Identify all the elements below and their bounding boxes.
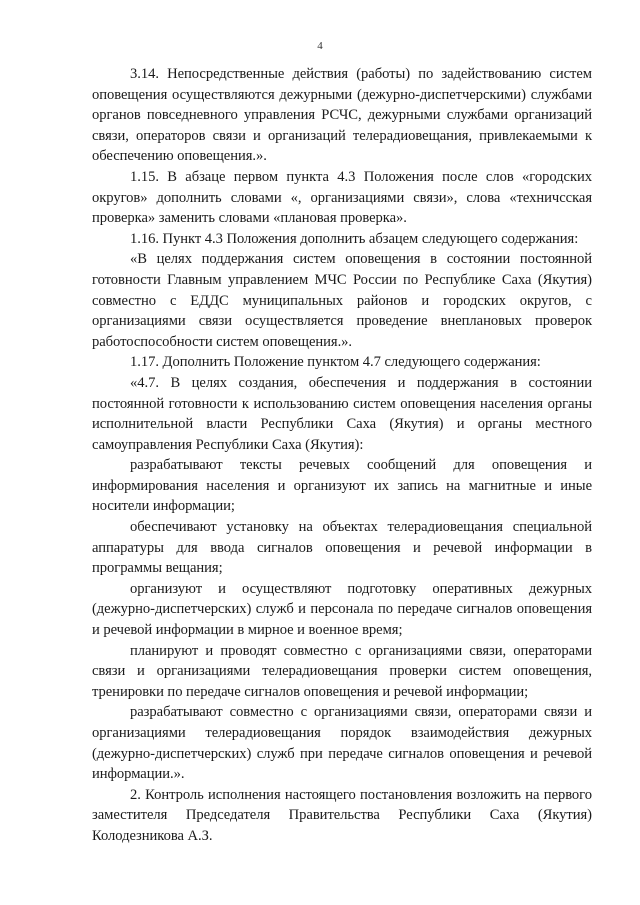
paragraph-4-7-item-texts: разрабатывают тексты речевых сообщений для оповещения и информирования населения и организуют их запись на магнитные и иные носители информации; <box>92 457 592 515</box>
paragraph-4-7-item-interaction: разрабатывают совместно с организациями связи, операторами связи и организациями телерадиовещания порядок взаимодействия дежурных (дежурно-диспетчерских) служб при передаче сигналов оповещения и речевой информации.». <box>92 704 592 783</box>
paragraph-4-7: «4.7. В целях создания, обеспечения и поддержания в состоянии постоянной готовности к использованию систем оповещения населения органы исполнительной власти Республики Саха (Якутия) и органы местного самоуправления Республики Саха (Якутия): <box>92 374 592 453</box>
paragraph-2-control: 2. Контроль исполнения настоящего постановления возложить на первого заместителя Председателя Правительства Республики Саха (Якутия) Колодезникова А.З. <box>92 786 592 844</box>
paragraph-1-16: 1.16. Пункт 4.3 Положения дополнить абзацем следующего содержания: <box>130 230 579 247</box>
document-body <box>92 64 592 847</box>
paragraph-1-15: 1.15. В абзаце первом пункта 4.3 Положения после слов «городских округов» дополнить словами «, организациями связи», слова «техничсская проверка» заменить словами «плановая проверка». <box>92 168 592 227</box>
paragraph-4-7-item-equipment: обеспечивают установку на объектах телерадиовещания специальной аппаратуры для ввода сигналов оповещения и речевой информации в программы вещания; <box>92 519 592 577</box>
paragraph-1-17: 1.17. Дополнить Положение пунктом 4.7 следующего содержания: <box>130 354 541 371</box>
paragraph-4-7-item-training: организуют и осуществляют подготовку оперативных дежурных (дежурно-диспетчерских) служб и персонала по передаче сигналов оповещения и речевой информации в мирное и военное время; <box>92 580 592 639</box>
paragraph-1-16-quote: «В целях поддержания систем оповещения в состоянии постоянной готовности Главным управлением МЧС России по Республике Саха (Якутия) совместно с ЕДДС муниципальных районов и городских округов, с организациями связи осуществляется проведение внеплановых проверок работоспособности систем оповещения.». <box>92 251 592 350</box>
page-number: 4 <box>317 40 323 52</box>
paragraph-4-7-item-checks: планируют и проводят совместно с организациями связи, операторами связи и организациями телерадиовещания проверки систем оповещения, тренировки по передаче сигналов оповещения и речевой информации; <box>92 642 592 700</box>
paragraph-3-14: 3.14. Непосредственные действия (работы) по задействованию систем оповещения осуществляются дежурными (дежурно-диспетчерскими) службами органов повседневного управления РСЧС, дежурными службами организаций связи, операторов связи и организаций телерадиовещания, привлекаемыми к обеспечению оповещения.». <box>92 66 592 165</box>
